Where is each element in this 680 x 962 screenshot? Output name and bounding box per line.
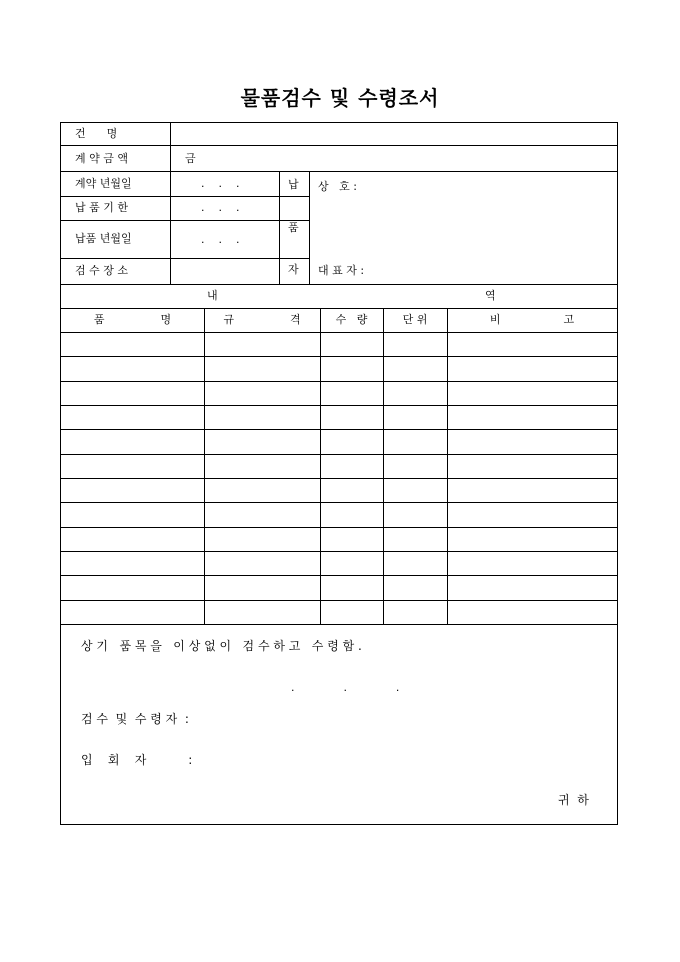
column-header-unit: 단 위	[402, 313, 428, 326]
table-row-line	[61, 381, 617, 382]
table-row-line	[61, 624, 617, 625]
column-divider	[170, 171, 171, 284]
column-header-spec: 규 격	[223, 313, 301, 326]
column-divider	[279, 171, 280, 284]
items-section-label-right: 역	[485, 289, 496, 302]
row-divider	[61, 145, 617, 146]
inspection-form	[60, 122, 618, 825]
delivery-date-label: 납품 년월일	[75, 232, 132, 245]
contract-amount-label: 계 약 금 액	[75, 152, 128, 165]
contract-date-label: 계약 년월일	[75, 177, 132, 190]
column-divider	[383, 308, 384, 624]
contract-amount-prefix: 금	[185, 152, 196, 165]
table-row-line	[61, 551, 617, 552]
row-divider	[61, 171, 617, 172]
supplier-label-2: 품	[288, 221, 299, 234]
delivery-deadline-label: 납 품 기 한	[75, 201, 128, 214]
row-divider	[61, 220, 309, 221]
row-divider	[61, 196, 309, 197]
supplier-label-1: 납	[288, 178, 299, 191]
receipt-date-line[interactable]: . . .	[291, 681, 400, 694]
row-divider	[61, 308, 617, 309]
column-header-remarks: 비 고	[489, 313, 575, 326]
confirmation-statement: 상 기 품 목 을 이 상 없 이 검 수 하 고 수 령 함 .	[81, 639, 362, 653]
witness-signature-label: 입 회 자 :	[81, 753, 193, 767]
column-divider	[170, 123, 171, 171]
delivery-date-value[interactable]: . . .	[201, 233, 240, 246]
inspection-place-label: 검 수 장 소	[75, 264, 128, 277]
table-row-line	[61, 429, 617, 430]
document-title: 물품검수 및 수령조서	[240, 86, 440, 110]
table-row-line	[61, 478, 617, 479]
project-name-label: 건 명	[75, 127, 118, 140]
row-divider	[61, 284, 617, 285]
column-divider	[204, 308, 205, 624]
table-row-line	[61, 502, 617, 503]
addressee-label: 귀 하	[558, 793, 589, 807]
table-row-line	[61, 600, 617, 601]
company-name-label: 상 호 :	[318, 180, 357, 193]
table-row-line	[61, 405, 617, 406]
table-row-line	[61, 332, 617, 333]
column-header-name: 품 명	[93, 313, 172, 326]
table-row-line	[61, 527, 617, 528]
column-header-quantity: 수 량	[335, 313, 368, 326]
table-row-line	[61, 454, 617, 455]
column-divider	[320, 308, 321, 624]
table-row-line	[61, 356, 617, 357]
inspector-signature-label: 검 수 및 수 령 자 :	[81, 712, 189, 726]
contract-date-value[interactable]: . . .	[201, 177, 240, 190]
row-divider	[61, 258, 309, 259]
supplier-label-3: 자	[288, 263, 299, 276]
table-row-line	[61, 575, 617, 576]
column-divider	[309, 171, 310, 284]
column-divider	[447, 308, 448, 624]
items-section-label-left: 내	[207, 289, 218, 302]
representative-label: 대 표 자 :	[318, 264, 365, 277]
delivery-deadline-value[interactable]: . . .	[201, 201, 240, 214]
